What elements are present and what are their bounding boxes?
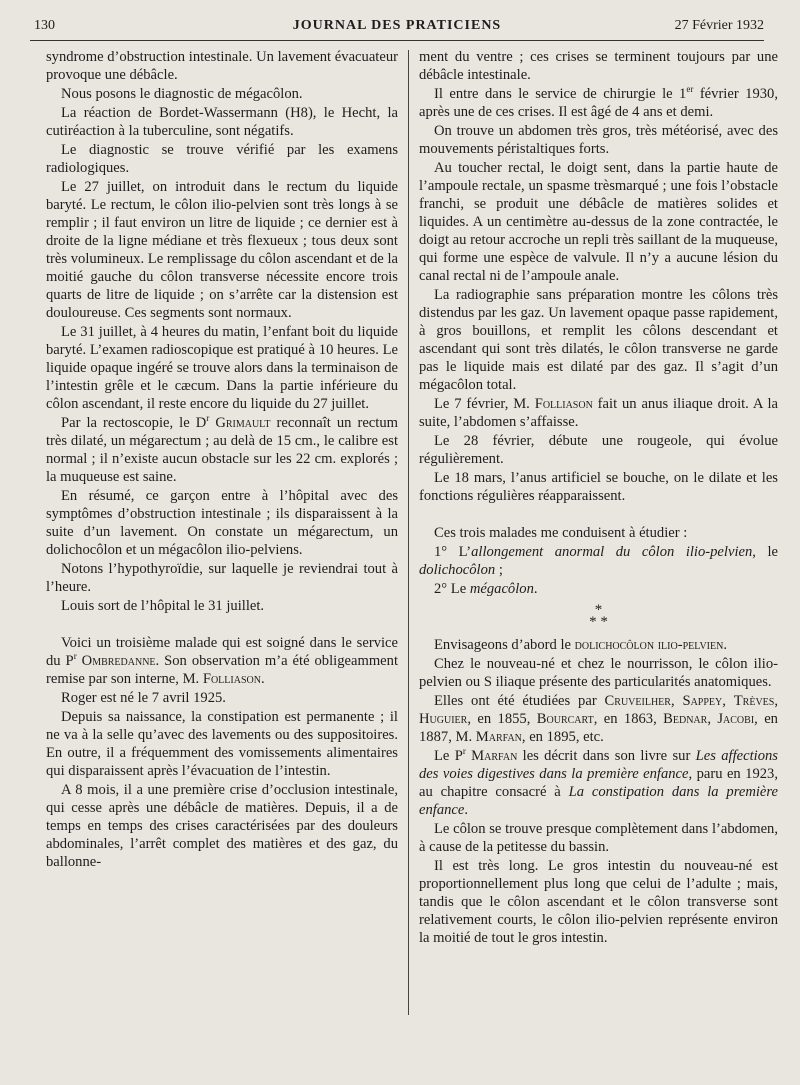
section-term: dolichocôlon ilio-pelvien <box>574 637 724 653</box>
section-gap <box>419 506 778 524</box>
book-title: Les affections des voies digestives dans la première enfance <box>419 748 778 782</box>
emphasis: allongement anormal du côlon ilio-pelvien <box>471 544 753 560</box>
author-name: Bednar <box>663 711 708 727</box>
text-run: , paru en 1923, au chapitre consacré à <box>419 766 778 800</box>
paragraph: La radiographie sans préparation montre les côlons très distendus par les gaz. Un lavement opaque passe rapidement, à gros bouillons, et remplit les côlons descendant et ascendant qui sont très dilatés, le côlon transverse ne garde pas le liquide mais est dilaté par des gaz. Il s’agit d’un mégacôlon total. <box>419 287 778 393</box>
paragraph <box>46 414 398 486</box>
text-run: , en 1895, etc. <box>521 729 604 745</box>
paragraph <box>419 85 778 121</box>
text-run: Il entre dans le service de chirurgie le 1 <box>434 86 687 102</box>
asterisk-top: * <box>594 602 603 618</box>
paragraph: Au toucher rectal, le doigt sent, dans la partie haute de l’ampoule rectale, un spasme trèsmarqué ; une fois l’obstacle franchi, se produit une débâcle de matières solides et liquides. A un centimètre au-dessus de la zone contractée, le doigt au retour accroche un repli très saillant de la muqueuse, qui forme une espèce de valvule. Il n’y a aucune lésion du canal rectal ni de l’ampoule anale. <box>419 160 778 284</box>
author-name: Trèves <box>733 693 775 709</box>
journal-title: JOURNAL DES PRATICIENS <box>292 18 502 33</box>
text-run: Elles ont été étudiées par <box>434 693 605 709</box>
text-run: ; <box>495 562 503 578</box>
paragraph: Le diagnostic se trouve vérifié par les examens radiologiques. <box>46 142 398 176</box>
paragraph <box>419 395 778 431</box>
paragraph: Le côlon se trouve presque complètement dans l’abdomen, à cause de la petitesse du bassin. <box>419 821 778 855</box>
author-name: Cruveilher <box>604 693 671 709</box>
author-name: Jacobi <box>717 711 755 727</box>
running-header <box>30 18 764 41</box>
author-name: Folliason <box>202 671 261 687</box>
text-run: fait un anus iliaque droit. A la suite, l’abdomen s’affaisse. <box>419 396 779 430</box>
text-run: . <box>464 802 469 818</box>
section-separator <box>419 604 778 628</box>
text-run: . Son observation m’a été obligeamment remise par son interne, M. <box>46 653 399 687</box>
left-column <box>46 48 398 1055</box>
author-name: Marfan <box>475 729 522 745</box>
paragraph: Nous posons le diagnostic de mégacôlon. <box>61 86 303 102</box>
author-name: Folliason <box>534 396 593 412</box>
text-run: . <box>260 671 265 687</box>
paragraph: Le 28 février, débute une rougeole, qui évolue régulièrement. <box>419 433 778 467</box>
text-run: , <box>670 693 683 709</box>
paragraph: Ces trois malades me conduisent à étudier : <box>434 525 688 541</box>
text-run: Par la rectoscopie, le D <box>61 415 207 431</box>
paragraph: On trouve un abdomen très gros, très météorisé, avec des mouvements péristaltiques forts. <box>419 123 778 157</box>
text-run: , en 1863, <box>593 711 664 727</box>
superscript: r <box>462 746 466 757</box>
text-run: les décrit dans son livre sur <box>517 748 696 764</box>
text-run: février 1930, après une de ces crises. Il est âgé de 4 ans et demi. <box>419 86 778 120</box>
text-run: . <box>533 581 538 597</box>
paragraph: Notons l’hypothyroïdie, sur laquelle je reviendrai tout à l’heure. <box>46 561 398 595</box>
paragraph: ment du ventre ; ces crises se terminent toujours par une débâcle intestinale. <box>419 49 778 83</box>
issue-date: 27 Février 1932 <box>674 18 764 33</box>
page-number: 130 <box>34 18 55 33</box>
paragraph: Il est très long. Le gros intestin du nouveau-né est proportionnellement plus long que celui de l’adulte ; mais, tandis que le côlon ascendant et le côlon transverse sont relativement courts, le côlon ilio-pelvien représente environ la moitié de tout le gros intestin. <box>419 858 778 946</box>
paragraph <box>419 692 778 746</box>
list-item <box>419 580 778 598</box>
emphasis: dolichocôlon <box>419 562 496 578</box>
paragraph: Louis sort de l’hôpital le 31 juillet. <box>61 598 265 614</box>
author-name: Ombredanne <box>81 653 156 669</box>
paragraph: syndrome d’obstruction intestinale. Un lavement évacuateur provoque une débâcle. <box>46 49 398 83</box>
paragraph: En résumé, ce garçon entre à l’hôpital avec des symptômes d’obstruction intestinale ; ils disparaissent à la suite d’un lavement. On constate un mégarectum, un dolichocôlon et un mégacôlon ilio-pelviens. <box>46 488 398 558</box>
superscript: r <box>73 651 77 662</box>
text-run: 1° L’ <box>434 544 472 560</box>
author-name: Marfan <box>471 748 518 764</box>
paragraph: A 8 mois, il a une première crise d’occlusion intestinale, qui cesse après une débâcle de matières. Depuis, il a de temps en temps des crises caractérisées par des douleurs abdominales, l’arrêt complet des matières et des gaz, du ballonne- <box>46 782 398 870</box>
chapter-title: La constipation dans la première enfance <box>419 784 779 818</box>
list-item <box>419 543 778 579</box>
text-run: reconnaît un rectum très dilaté, un mégarectum ; au delà de 15 cm., le calibre est normal ; il n’existe aucun obstacle sur les 22 cm. explorés ; la muqueuse est saine. <box>46 415 398 485</box>
paragraph <box>46 634 398 688</box>
paragraph: Le 31 juillet, à 4 heures du matin, l’enfant boit du liquide baryté. L’examen radioscopique est pratiqué à 10 heures. Le liquide opaque ingéré se trouve alors dans la terminaison de l’intestin grêle et le cæcum. Dans la partie inférieure du côlon ascendant, il reste encore du liquide du 27 juillet. <box>46 324 398 412</box>
asterisk-bottom: * * <box>589 614 608 630</box>
author-name: Huguier <box>419 711 468 727</box>
superscript: r <box>206 413 210 424</box>
text-run: , en 1855, <box>467 711 537 727</box>
text-run: , <box>774 693 778 709</box>
text-run: Voici un troisième malade qui est soigné dans le service du P <box>46 635 398 669</box>
right-column <box>419 48 778 1055</box>
text-run: , en 1887, M. <box>419 711 778 745</box>
text-run: , <box>707 711 718 727</box>
paragraph: Depuis sa naissance, la constipation est permanente ; il ne va à la selle qu’avec des lavements ou des suppositoires. En outre, il a fréquemment des vomissements alimentaires qui disparaissent après l’évacuation de l’intestin. <box>46 709 398 779</box>
text-run: Le 7 février, M. <box>434 396 535 412</box>
paragraph: Le 27 juillet, on introduit dans le rectum du liquide baryté. Le rectum, le côlon ilio-pelvien sont très longs à se remplir ; il faut environ un litre de liquide ; ce dernier est à droite de la ligne médiane et très flexueux ; tous deux sont très volumineux. Le remplissage du côlon ascendant et de la moitié gauche du côlon transverse nécessite encore trois quarts de litre de liquide ; on s’arrête car la distension est douloureuse. Ces segments sont normaux. <box>46 179 398 321</box>
paragraph: Roger est né le 7 avril 1925. <box>61 690 226 706</box>
text-run: Envisageons d’abord le <box>434 637 575 653</box>
emphasis: mégacôlon <box>469 581 534 597</box>
author-name: Bourcart <box>536 711 594 727</box>
text-run: 2° Le <box>434 581 470 597</box>
superscript: er <box>686 84 694 95</box>
text-run: , le <box>752 544 778 560</box>
text-run: , <box>722 693 734 709</box>
text-run: . <box>723 637 727 653</box>
text-run: Le P <box>434 748 463 764</box>
paragraph: Le 18 mars, l’anus artificiel se bouche, on le dilate et les fonctions régulières réapparaissent. <box>419 470 778 504</box>
author-name: Grimault <box>215 415 271 431</box>
section-gap <box>46 616 398 634</box>
paragraph: La réaction de Bordet-Wassermann (H8), le Hecht, la cutiréaction à la tuberculine, sont négatifs. <box>46 105 398 139</box>
paragraph <box>419 747 778 819</box>
column-divider <box>408 50 409 1015</box>
paragraph: Chez le nouveau-né et chez le nourrisson, le côlon ilio-pelvien ou S iliaque présente des particularités anatomiques. <box>419 656 778 690</box>
author-name: Sappey <box>682 693 723 709</box>
paragraph <box>419 636 778 654</box>
